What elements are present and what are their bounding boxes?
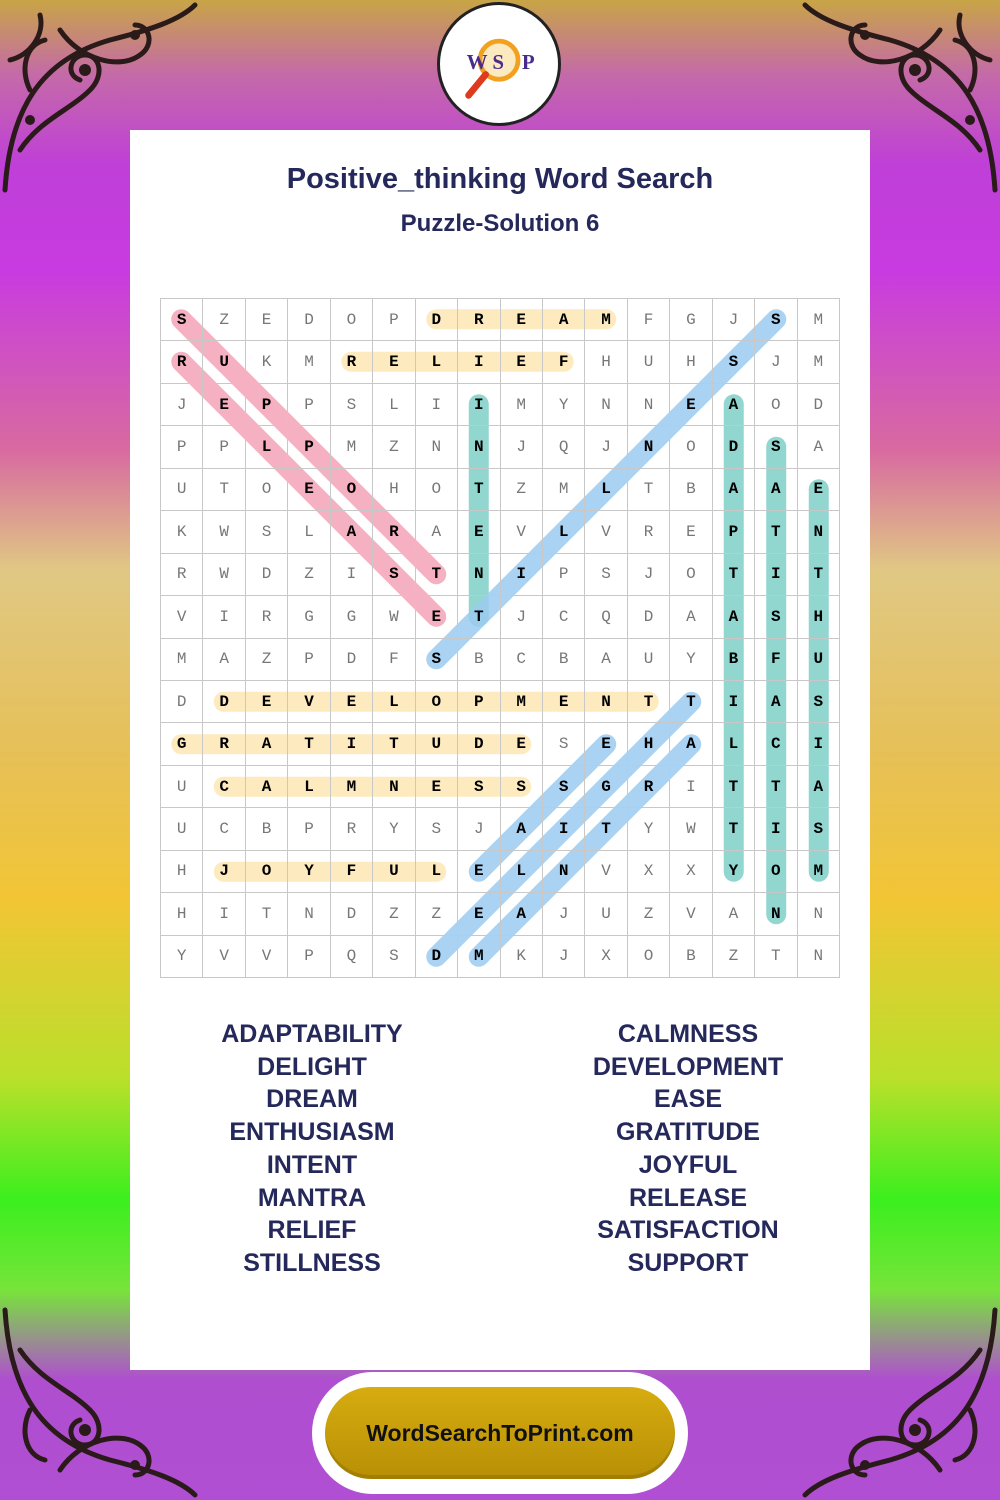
grid-cell[interactable]: M — [585, 299, 627, 341]
word-list-item: ENTHUSIASM — [229, 1118, 395, 1147]
grid-cell[interactable]: I — [458, 384, 500, 426]
grid-cell[interactable]: E — [585, 723, 627, 765]
grid-cell[interactable]: T — [585, 808, 627, 850]
grid-cell[interactable]: S — [755, 596, 797, 638]
grid-cell[interactable]: D — [331, 893, 373, 935]
grid-cell[interactable]: V — [161, 596, 203, 638]
grid-cell[interactable]: V — [585, 511, 627, 553]
grid-cell[interactable]: D — [798, 384, 840, 426]
grid-cell[interactable]: I — [331, 554, 373, 596]
grid-cell[interactable]: B — [543, 639, 585, 681]
grid-cell[interactable]: P — [288, 936, 330, 978]
grid-cell[interactable]: L — [246, 426, 288, 468]
grid-cell[interactable]: A — [713, 469, 755, 511]
grid-cell[interactable]: E — [331, 681, 373, 723]
grid-cell[interactable]: Z — [501, 469, 543, 511]
grid-cell[interactable]: I — [458, 341, 500, 383]
grid-cell[interactable]: J — [458, 808, 500, 850]
grid-cell[interactable]: E — [416, 596, 458, 638]
grid-cell[interactable]: N — [628, 426, 670, 468]
grid-cell[interactable]: T — [755, 511, 797, 553]
grid-cell[interactable]: M — [331, 766, 373, 808]
website-link-button[interactable]: WordSearchToPrint.com — [325, 1387, 675, 1479]
grid-cell[interactable]: O — [670, 426, 712, 468]
magnifier-logo-icon — [440, 5, 558, 123]
grid-cell[interactable]: V — [501, 511, 543, 553]
grid-cell[interactable]: Z — [416, 893, 458, 935]
grid-cell[interactable]: N — [755, 893, 797, 935]
grid-cell[interactable]: W — [373, 596, 415, 638]
grid-cell[interactable]: D — [203, 681, 245, 723]
grid-cell[interactable]: M — [501, 681, 543, 723]
grid-cell[interactable]: Y — [288, 851, 330, 893]
grid-cell[interactable]: E — [458, 511, 500, 553]
grid-cell[interactable]: S — [543, 766, 585, 808]
grid-cell[interactable]: P — [288, 426, 330, 468]
grid-cell[interactable]: P — [288, 384, 330, 426]
grid-cell[interactable]: U — [373, 851, 415, 893]
grid-cell[interactable]: P — [458, 681, 500, 723]
grid-cell[interactable]: O — [628, 936, 670, 978]
grid-cell[interactable]: E — [670, 384, 712, 426]
grid-cell[interactable]: L — [373, 384, 415, 426]
grid-cell[interactable]: Z — [373, 893, 415, 935]
word-list-item: DREAM — [266, 1085, 358, 1114]
grid-cell[interactable]: H — [628, 723, 670, 765]
grid-cell[interactable]: T — [713, 554, 755, 596]
grid-cell[interactable]: A — [713, 893, 755, 935]
grid-cell[interactable]: G — [585, 766, 627, 808]
grid-cell[interactable]: D — [416, 299, 458, 341]
grid-cell[interactable]: Y — [543, 384, 585, 426]
grid-cell[interactable]: H — [670, 341, 712, 383]
grid-cell[interactable]: D — [458, 723, 500, 765]
grid-cell[interactable]: U — [416, 723, 458, 765]
grid-cell[interactable]: R — [458, 299, 500, 341]
grid-cell[interactable]: J — [543, 936, 585, 978]
grid-cell[interactable]: T — [755, 936, 797, 978]
logo-letter-s: S — [492, 49, 504, 74]
grid-cell[interactable]: E — [501, 299, 543, 341]
grid-cell[interactable]: A — [670, 596, 712, 638]
letter-grid — [160, 298, 840, 978]
grid-cell[interactable]: M — [798, 341, 840, 383]
grid-cell[interactable]: D — [161, 681, 203, 723]
grid-cell[interactable]: A — [501, 893, 543, 935]
grid-cell[interactable]: R — [246, 596, 288, 638]
grid-cell[interactable]: J — [203, 851, 245, 893]
grid-cell[interactable]: U — [161, 766, 203, 808]
grid-cell[interactable]: C — [203, 808, 245, 850]
grid-cell[interactable]: F — [543, 341, 585, 383]
word-list-right — [538, 1018, 838, 1280]
grid-cell[interactable]: S — [373, 936, 415, 978]
grid-cell[interactable]: P — [246, 384, 288, 426]
grid-cell[interactable]: G — [670, 299, 712, 341]
grid-cell[interactable]: V — [203, 936, 245, 978]
grid-cell[interactable]: S — [373, 554, 415, 596]
grid-cell[interactable]: M — [798, 299, 840, 341]
grid-cell[interactable]: T — [628, 469, 670, 511]
grid-cell[interactable]: A — [246, 723, 288, 765]
grid-cell[interactable]: R — [161, 554, 203, 596]
grid-cell[interactable]: F — [755, 639, 797, 681]
grid-cell[interactable]: A — [416, 511, 458, 553]
grid-cell[interactable]: O — [246, 469, 288, 511]
grid-cell[interactable]: J — [161, 384, 203, 426]
grid-cell[interactable]: I — [501, 554, 543, 596]
grid-cell[interactable]: S — [798, 681, 840, 723]
word-list-left — [162, 1018, 462, 1280]
grid-cell[interactable]: J — [543, 893, 585, 935]
grid-cell[interactable]: L — [543, 511, 585, 553]
grid-cell[interactable]: Q — [331, 936, 373, 978]
grid-cell[interactable]: L — [288, 766, 330, 808]
grid-cell[interactable]: Q — [543, 426, 585, 468]
grid-cell[interactable]: X — [670, 851, 712, 893]
grid-cell[interactable]: O — [670, 554, 712, 596]
grid-cell[interactable]: E — [373, 341, 415, 383]
grid-cell[interactable]: A — [798, 766, 840, 808]
grid-cell[interactable]: T — [628, 681, 670, 723]
grid-cell[interactable]: S — [755, 426, 797, 468]
logo-letter-w: W — [466, 49, 488, 74]
grid-cell[interactable]: A — [713, 596, 755, 638]
grid-cell[interactable]: U — [798, 639, 840, 681]
grid-cell[interactable]: M — [501, 384, 543, 426]
grid-cell[interactable]: A — [501, 808, 543, 850]
grid-cell[interactable]: A — [713, 384, 755, 426]
grid-cell[interactable]: I — [798, 723, 840, 765]
grid-cell[interactable]: U — [585, 893, 627, 935]
grid-cell[interactable]: G — [331, 596, 373, 638]
grid-cell[interactable]: O — [416, 469, 458, 511]
grid-cell[interactable]: I — [416, 384, 458, 426]
grid-cell[interactable]: J — [713, 299, 755, 341]
grid-cell[interactable]: U — [161, 469, 203, 511]
grid-cell[interactable]: M — [288, 341, 330, 383]
grid-cell[interactable]: E — [670, 511, 712, 553]
grid-cell[interactable]: H — [585, 341, 627, 383]
grid-cell[interactable]: I — [755, 808, 797, 850]
grid-cell[interactable]: N — [416, 426, 458, 468]
grid-cell[interactable]: K — [501, 936, 543, 978]
grid-cell[interactable]: Z — [203, 299, 245, 341]
grid-cell[interactable]: N — [798, 936, 840, 978]
grid-cell[interactable]: E — [458, 851, 500, 893]
grid-cell[interactable]: C — [755, 723, 797, 765]
grid-cell[interactable]: E — [246, 681, 288, 723]
grid-cell[interactable]: N — [288, 893, 330, 935]
grid-cell[interactable]: N — [458, 426, 500, 468]
grid-cell[interactable]: V — [670, 893, 712, 935]
grid-cell[interactable]: P — [288, 639, 330, 681]
grid-cell[interactable]: R — [331, 808, 373, 850]
grid-cell[interactable]: M — [161, 639, 203, 681]
grid-cell[interactable]: S — [501, 766, 543, 808]
puzzle-grid-area — [160, 298, 840, 978]
grid-cell[interactable]: T — [416, 554, 458, 596]
word-list-item: EASE — [653, 1085, 723, 1114]
grid-cell[interactable]: E — [288, 469, 330, 511]
grid-cell[interactable]: I — [331, 723, 373, 765]
grid-cell[interactable]: Y — [713, 851, 755, 893]
grid-cell[interactable]: T — [713, 766, 755, 808]
grid-cell[interactable]: P — [373, 299, 415, 341]
grid-cell[interactable]: L — [373, 681, 415, 723]
grid-cell[interactable]: D — [288, 299, 330, 341]
grid-cell[interactable]: D — [416, 936, 458, 978]
grid-cell[interactable]: T — [458, 469, 500, 511]
grid-cell[interactable]: R — [628, 766, 670, 808]
grid-cell[interactable]: J — [501, 596, 543, 638]
grid-cell[interactable]: W — [203, 511, 245, 553]
grid-cell[interactable]: X — [585, 936, 627, 978]
grid-cell[interactable]: T — [203, 469, 245, 511]
grid-cell[interactable]: W — [670, 808, 712, 850]
grid-cell[interactable]: N — [628, 384, 670, 426]
grid-cell[interactable]: T — [246, 893, 288, 935]
grid-cell[interactable]: T — [288, 723, 330, 765]
grid-cell[interactable]: Y — [628, 808, 670, 850]
grid-cell[interactable]: N — [373, 766, 415, 808]
grid-cell[interactable]: P — [713, 511, 755, 553]
grid-cell[interactable]: A — [755, 469, 797, 511]
grid-cell[interactable]: O — [331, 299, 373, 341]
grid-cell[interactable]: N — [585, 384, 627, 426]
grid-cell[interactable]: F — [373, 639, 415, 681]
grid-cell[interactable]: I — [713, 681, 755, 723]
grid-cell[interactable]: O — [416, 681, 458, 723]
grid-cell[interactable]: K — [246, 341, 288, 383]
grid-cell[interactable]: T — [713, 808, 755, 850]
word-list-item: SUPPORT — [627, 1248, 749, 1277]
grid-cell[interactable]: Y — [670, 639, 712, 681]
grid-cell[interactable]: G — [288, 596, 330, 638]
grid-cell[interactable]: W — [203, 554, 245, 596]
grid-cell[interactable]: R — [161, 341, 203, 383]
wsp-logo[interactable] — [437, 2, 561, 126]
grid-cell[interactable]: R — [628, 511, 670, 553]
grid-cell[interactable]: D — [628, 596, 670, 638]
grid-cell[interactable]: S — [585, 554, 627, 596]
grid-cell[interactable]: A — [543, 299, 585, 341]
grid-cell[interactable]: H — [373, 469, 415, 511]
word-list-item: GRATITUDE — [616, 1118, 760, 1147]
grid-cell[interactable]: U — [628, 639, 670, 681]
grid-cell[interactable]: F — [628, 299, 670, 341]
grid-cell[interactable]: L — [713, 723, 755, 765]
grid-cell[interactable]: A — [585, 639, 627, 681]
grid-cell[interactable]: I — [203, 893, 245, 935]
grid-cell[interactable]: V — [288, 681, 330, 723]
grid-cell[interactable]: J — [755, 341, 797, 383]
grid-cell[interactable]: S — [416, 639, 458, 681]
grid-cell[interactable]: A — [755, 681, 797, 723]
grid-cell[interactable]: S — [161, 299, 203, 341]
grid-cell[interactable]: X — [628, 851, 670, 893]
grid-cell[interactable]: E — [543, 681, 585, 723]
grid-cell[interactable]: Z — [713, 936, 755, 978]
grid-cell[interactable]: D — [713, 426, 755, 468]
grid-cell[interactable]: S — [755, 299, 797, 341]
grid-cell[interactable]: E — [416, 766, 458, 808]
grid-cell[interactable]: Z — [628, 893, 670, 935]
grid-cell[interactable]: S — [331, 384, 373, 426]
grid-cell[interactable]: I — [543, 808, 585, 850]
grid-cell[interactable]: A — [670, 723, 712, 765]
grid-cell[interactable]: L — [416, 341, 458, 383]
grid-cell[interactable]: K — [161, 511, 203, 553]
word-list-item: DEVELOPMENT — [592, 1052, 784, 1081]
grid-cell[interactable]: Y — [373, 808, 415, 850]
grid-cell[interactable]: A — [798, 426, 840, 468]
grid-cell[interactable]: V — [246, 936, 288, 978]
word-list-item: RELEASE — [628, 1183, 748, 1212]
grid-cell[interactable]: U — [628, 341, 670, 383]
grid-cell[interactable]: J — [585, 426, 627, 468]
grid-cell[interactable]: T — [798, 554, 840, 596]
grid-cell[interactable]: I — [670, 766, 712, 808]
grid-cell[interactable]: N — [798, 511, 840, 553]
grid-cell[interactable]: B — [458, 639, 500, 681]
grid-cell[interactable]: S — [713, 341, 755, 383]
grid-cell[interactable]: S — [458, 766, 500, 808]
grid-cell[interactable]: L — [585, 469, 627, 511]
grid-cell[interactable]: B — [713, 639, 755, 681]
grid-cell[interactable]: E — [203, 384, 245, 426]
grid-cell[interactable]: E — [501, 723, 543, 765]
grid-cell[interactable]: B — [670, 936, 712, 978]
logo-letter-p: P — [521, 49, 535, 74]
grid-cell[interactable]: I — [203, 596, 245, 638]
grid-cell[interactable]: B — [246, 808, 288, 850]
grid-cell[interactable]: A — [331, 511, 373, 553]
grid-cell[interactable]: D — [246, 554, 288, 596]
grid-cell[interactable]: E — [246, 299, 288, 341]
grid-cell[interactable]: Q — [585, 596, 627, 638]
grid-cell[interactable]: A — [246, 766, 288, 808]
grid-cell[interactable]: T — [670, 681, 712, 723]
grid-cell[interactable]: R — [203, 723, 245, 765]
grid-cell[interactable]: Z — [373, 426, 415, 468]
grid-cell[interactable]: G — [161, 723, 203, 765]
grid-cell[interactable]: R — [331, 341, 373, 383]
grid-cell[interactable]: M — [458, 936, 500, 978]
grid-cell[interactable]: E — [798, 469, 840, 511]
word-list-item: DELIGHT — [257, 1052, 367, 1081]
grid-cell[interactable]: C — [543, 596, 585, 638]
word-list-item: JOYFUL — [638, 1150, 738, 1179]
word-list-item: STILLNESS — [243, 1248, 381, 1277]
grid-cell[interactable]: C — [501, 639, 543, 681]
grid-cell[interactable]: J — [501, 426, 543, 468]
grid-cell[interactable]: N — [585, 681, 627, 723]
grid-cell[interactable]: M — [798, 851, 840, 893]
grid-cell[interactable]: U — [203, 341, 245, 383]
grid-cell[interactable]: S — [798, 808, 840, 850]
grid-cell[interactable]: T — [373, 723, 415, 765]
grid-cell[interactable]: O — [755, 851, 797, 893]
grid-cell[interactable]: D — [331, 639, 373, 681]
grid-cell[interactable]: P — [203, 426, 245, 468]
word-list-item: INTENT — [266, 1150, 358, 1179]
grid-cell[interactable]: S — [246, 511, 288, 553]
word-list-item: ADAPTABILITY — [221, 1020, 403, 1048]
grid-cell[interactable]: I — [755, 554, 797, 596]
grid-cell[interactable]: M — [543, 469, 585, 511]
grid-cell[interactable]: O — [755, 384, 797, 426]
grid-cell[interactable]: T — [755, 766, 797, 808]
grid-cell[interactable]: Y — [161, 936, 203, 978]
grid-cell[interactable]: L — [416, 851, 458, 893]
grid-cell[interactable]: H — [161, 851, 203, 893]
grid-cell[interactable]: S — [543, 723, 585, 765]
grid-cell[interactable]: N — [543, 851, 585, 893]
grid-cell[interactable]: P — [543, 554, 585, 596]
grid-cell[interactable]: H — [161, 893, 203, 935]
grid-cell[interactable]: M — [331, 426, 373, 468]
grid-cell[interactable]: A — [203, 639, 245, 681]
grid-cell[interactable]: T — [458, 596, 500, 638]
grid-cell[interactable]: E — [501, 341, 543, 383]
grid-cell[interactable]: P — [288, 808, 330, 850]
grid-cell[interactable]: O — [246, 851, 288, 893]
word-list-item: RELIEF — [267, 1216, 357, 1245]
grid-cell[interactable]: J — [628, 554, 670, 596]
page-subtitle: Puzzle-Solution 6 — [400, 210, 600, 237]
grid-cell[interactable]: V — [585, 851, 627, 893]
grid-cell[interactable]: U — [161, 808, 203, 850]
grid-cell[interactable]: S — [416, 808, 458, 850]
grid-cell[interactable]: F — [331, 851, 373, 893]
grid-cell[interactable]: H — [798, 596, 840, 638]
grid-cell[interactable]: B — [670, 469, 712, 511]
word-list-item: CALMNESS — [617, 1020, 759, 1048]
grid-cell[interactable]: L — [501, 851, 543, 893]
grid-cell[interactable]: C — [203, 766, 245, 808]
grid-cell[interactable]: R — [373, 511, 415, 553]
grid-cell[interactable]: N — [798, 893, 840, 935]
word-list-item: SATISFACTION — [597, 1216, 779, 1245]
grid-cell[interactable]: E — [458, 893, 500, 935]
grid-cell[interactable]: L — [288, 511, 330, 553]
grid-cell[interactable]: Z — [288, 554, 330, 596]
grid-cell[interactable]: Z — [246, 639, 288, 681]
grid-cell[interactable]: P — [161, 426, 203, 468]
word-list-item: MANTRA — [257, 1183, 367, 1212]
grid-cell[interactable]: N — [458, 554, 500, 596]
page-title: Positive_thinking Word Search — [286, 163, 714, 195]
grid-cell[interactable]: O — [331, 469, 373, 511]
